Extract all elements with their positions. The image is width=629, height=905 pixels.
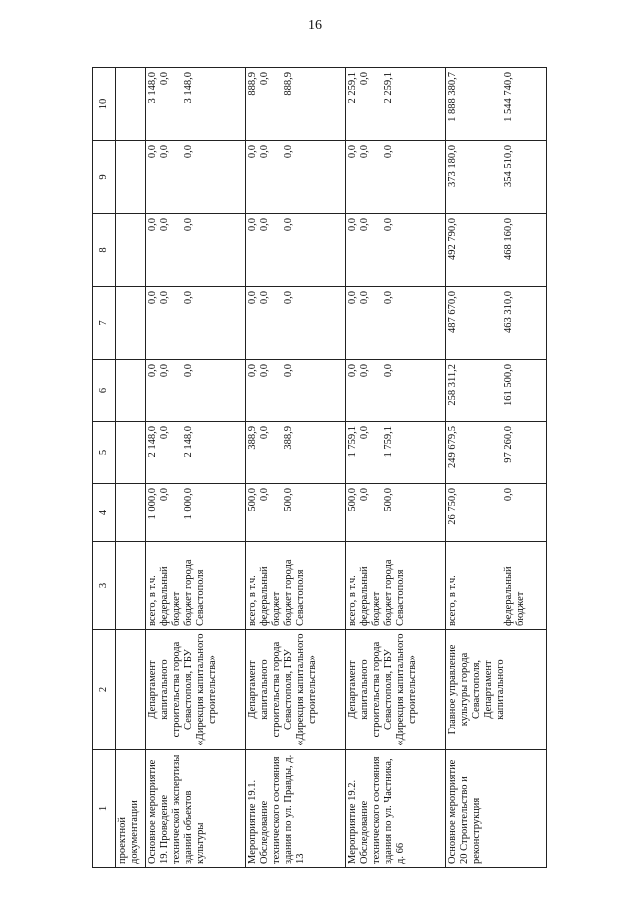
executor: Департамент капитального строительства города Севастополя, ГБУ «Дирекция капитального строительства» bbox=[246, 630, 346, 750]
value-cell: 258 311,2 161 500,0 bbox=[446, 360, 547, 422]
col-header: 2 bbox=[93, 630, 116, 750]
event-name: Основное мероприятие 19. Проведение технической экспертизы зданий объектов культуры bbox=[146, 750, 246, 868]
value-cell: 0,0 0,0 0,0 bbox=[346, 141, 446, 214]
col-header: 7 bbox=[93, 287, 116, 360]
value-cell: 1 888 380,7 1 544 740,0 bbox=[446, 68, 547, 141]
value-cell: 1 000,0 0,0 1 000,0 bbox=[146, 484, 246, 542]
table-row bbox=[146, 68, 246, 868]
value-cell: 3 148,0 0,0 3 148,0 bbox=[146, 68, 246, 141]
rotated-table-container bbox=[92, 68, 547, 868]
header-row bbox=[93, 68, 116, 868]
table-row-fragment bbox=[116, 68, 146, 868]
value-cell: 0,0 0,0 0,0 bbox=[146, 287, 246, 360]
executor: Департамент капитального строительства города Севастополя, ГБУ «Дирекция капитального строительства» bbox=[146, 630, 246, 750]
funding-source: всего, в т.ч. федеральный бюджет бюджет города Севастополя bbox=[146, 542, 246, 630]
funding-source: всего, в т.ч. федеральный бюджет бюджет города Севастополя bbox=[346, 542, 446, 630]
value-cell: 0,0 0,0 0,0 bbox=[146, 141, 246, 214]
event-name: Основное мероприятие 20 Строительство и реконструкция bbox=[446, 750, 547, 868]
value-cell: 0,0 0,0 0,0 bbox=[346, 214, 446, 287]
executor: Департамент капитального строительства города Севастополя, ГБУ «Дирекция капитального строительства» bbox=[346, 630, 446, 750]
value-cell: 26 750,0 0,0 bbox=[446, 484, 547, 542]
executor: Главное управление культуры города Севастополя, Департамент капитального bbox=[446, 630, 547, 750]
col-header: 1 bbox=[93, 750, 116, 868]
value-cell: 2 259,1 0,0 2 259,1 bbox=[346, 68, 446, 141]
value-cell: 0,0 0,0 0,0 bbox=[246, 287, 346, 360]
col-header: 6 bbox=[93, 360, 116, 422]
value-cell: 492 790,0 468 160,0 bbox=[446, 214, 547, 287]
value-cell: 373 180,0 354 510,0 bbox=[446, 141, 547, 214]
value-cell: 249 679,5 97 260,0 bbox=[446, 422, 547, 484]
event-name: Мероприятие 19.1. Обследование технического состояния здания по ул. Правды, д. 13 bbox=[246, 750, 346, 868]
event-name: Мероприятие 19.2. Обследование технического состояния здания по ул. Частника, д. 66 bbox=[346, 750, 446, 868]
table-row bbox=[246, 68, 346, 868]
fragment-cell: проектной документации bbox=[116, 750, 146, 868]
funding-source: всего, в т.ч. федеральный бюджет bbox=[446, 542, 547, 630]
col-header: 4 bbox=[93, 484, 116, 542]
value-cell: 888,9 0,0 888,9 bbox=[246, 68, 346, 141]
value-cell: 500,0 0,0 500,0 bbox=[246, 484, 346, 542]
value-cell: 2 148,0 0,0 2 148,0 bbox=[146, 422, 246, 484]
value-cell: 500,0 0,0 500,0 bbox=[346, 484, 446, 542]
value-cell: 0,0 0,0 0,0 bbox=[246, 141, 346, 214]
page-number: 16 bbox=[308, 18, 322, 33]
value-cell: 0,0 0,0 0,0 bbox=[246, 214, 346, 287]
value-cell: 487 670,0 463 310,0 bbox=[446, 287, 547, 360]
value-cell: 0,0 0,0 0,0 bbox=[146, 214, 246, 287]
budget-table bbox=[92, 67, 547, 868]
table-row bbox=[446, 68, 547, 868]
funding-source: всего, в т.ч. федеральный бюджет бюджет города Севастополя bbox=[246, 542, 346, 630]
col-header: 8 bbox=[93, 214, 116, 287]
value-cell: 0,0 0,0 0,0 bbox=[246, 360, 346, 422]
table-row bbox=[346, 68, 446, 868]
col-header: 5 bbox=[93, 422, 116, 484]
col-header: 9 bbox=[93, 141, 116, 214]
value-cell: 0,0 0,0 0,0 bbox=[346, 287, 446, 360]
col-header: 3 bbox=[93, 542, 116, 630]
col-header: 10 bbox=[93, 68, 116, 141]
value-cell: 0,0 0,0 0,0 bbox=[346, 360, 446, 422]
value-cell: 0,0 0,0 0,0 bbox=[146, 360, 246, 422]
value-cell: 1 759,1 0,0 1 759,1 bbox=[346, 422, 446, 484]
value-cell: 388,9 0,0 388,9 bbox=[246, 422, 346, 484]
